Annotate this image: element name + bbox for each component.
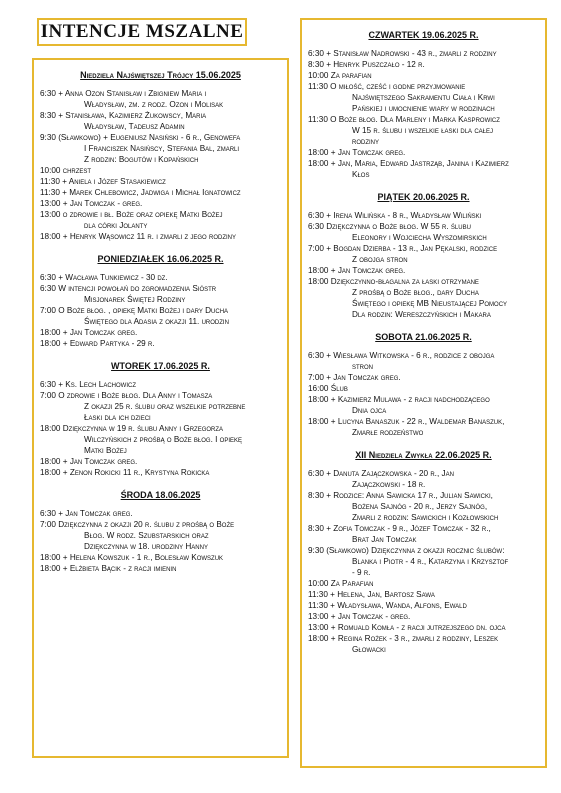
- mass-intention-entry: [308, 578, 539, 589]
- intention-continuation: Z okazji 25 r. ślubu oraz wszelkie potrzebne: [84, 402, 246, 411]
- intention-line: 18:00 + Jan Tomczak greg.: [40, 457, 138, 466]
- intention-line: 6:30 + Wacława Tunkiewicz - 30 dz.: [40, 273, 168, 282]
- intention-line: 18:00 + Lucyna Banaszuk - 22 r., Waldemar Banaszuk,: [308, 417, 505, 426]
- mass-intention-entry: [308, 81, 539, 114]
- intention-line: 6:30 Dziękczynna o Boże błog. W 55 r. ślubu: [308, 222, 471, 231]
- right-column: [300, 18, 547, 768]
- mass-intention-entry: [40, 209, 281, 231]
- day-section: [40, 361, 281, 478]
- intention-line: 13:00 + Jan Tomczak - greg.: [308, 612, 411, 621]
- mass-intention-entry: [40, 272, 281, 283]
- mass-intention-entry: [308, 416, 539, 438]
- intention-line: 16:00 Ślub: [308, 384, 348, 393]
- mass-intention-entry: [40, 283, 281, 305]
- day-section: [308, 192, 539, 320]
- intention-continuation: Władysław, zm. z rodz. Ozon i Molisak: [84, 100, 224, 109]
- mass-intention-entry: [40, 305, 281, 327]
- mass-intention-entry: [40, 176, 281, 187]
- mass-intention-entry: [308, 622, 539, 633]
- intention-continuation: Zmarłe rodzeństwo: [352, 428, 424, 437]
- intention-line: 11:30 + Aniela i Józef Stasakiewicz: [40, 177, 166, 186]
- day-heading: Niedziela Najświętszej Trójcy 15.06.2025: [80, 70, 241, 80]
- mass-intention-entry: [40, 187, 281, 198]
- intention-line: 7:00 + Jan Tomczak greg.: [308, 373, 401, 382]
- mass-intention-entry: [308, 490, 539, 523]
- intention-line: 6:30 + Ks. Lech Lachowicz: [40, 380, 136, 389]
- intention-continuation: Z obojga stron: [352, 255, 408, 264]
- mass-intention-entry: [40, 132, 281, 165]
- intention-continuation: dla córki Jolanty: [84, 221, 148, 230]
- intention-continuation: Matki Bożej: [84, 446, 127, 455]
- intention-continuation: Zmarli z rodzin: Sawickich i Kozłowskich: [352, 513, 499, 522]
- mass-intention-entry: [308, 158, 539, 180]
- intention-continuation: Kłos: [352, 170, 370, 179]
- page-title: INTENCJE MSZALNE: [37, 18, 247, 46]
- mass-intention-entry: [308, 276, 539, 320]
- mass-intention-entry: [308, 48, 539, 59]
- mass-intention-entry: [40, 390, 281, 423]
- intention-line: 18:00 Dziękczynna w 19 r. ślubu Anny i Grzegorza: [40, 424, 224, 433]
- mass-intention-entry: [308, 59, 539, 70]
- intention-line: 11:30 + Marek Chlebowicz, Jadwiga i Michał Ignatowicz: [40, 188, 241, 197]
- mass-intention-entry: [40, 231, 281, 242]
- intention-line: 18:00 + Jan Tomczak greg.: [308, 148, 406, 157]
- mass-intention-entry: [308, 394, 539, 416]
- intention-continuation: Głowacki: [352, 645, 386, 654]
- day-heading: ŚRODA 18.06.2025: [120, 490, 201, 500]
- intention-continuation: Dla rodzin: Wereszczyńskich i Makara: [352, 310, 491, 319]
- intention-line: 6:30 + Wiesława Witkowska - 6 r., rodzice z obojga: [308, 351, 495, 360]
- mass-intention-entry: [308, 633, 539, 655]
- intention-continuation: Z prośbą o Boże błog., dary Ducha: [352, 288, 479, 297]
- day-heading: XII Niedziela Zwykła 22.06.2025 R.: [355, 450, 492, 460]
- intention-continuation: Pańskiej i umocnienie wiary w rodzinach: [352, 104, 495, 113]
- mass-intention-entry: [308, 243, 539, 265]
- intention-continuation: stron: [352, 362, 373, 371]
- intention-continuation: I Franciszek Nasińscy, Stefania Bal, zmarli: [84, 144, 240, 153]
- intention-line: 18:00 + Edward Partyka - 29 r.: [40, 339, 155, 348]
- intention-line: 18:00 + Jan, Maria, Edward Jastrząb, Janina i Kazimierz: [308, 159, 509, 168]
- intention-line: 13:00 o zdrowie i bł. Boże oraz opiekę Matki Bożej: [40, 210, 223, 219]
- mass-intention-entry: [40, 327, 281, 338]
- intention-continuation: Władysław, Tadeusz Adamin: [84, 122, 185, 131]
- intention-line: 18:00 Dziękczynno-błagalna za łaski otrzymane: [308, 277, 479, 286]
- mass-intention-entry: [308, 147, 539, 158]
- mass-intention-entry: [308, 372, 539, 383]
- mass-intention-entry: [40, 88, 281, 110]
- intention-line: 18:00 + Regina Rożek - 3 r., zmarli z rodziny, Leszek: [308, 634, 499, 643]
- mass-intention-entry: [308, 221, 539, 243]
- mass-intention-entry: [308, 545, 539, 578]
- intention-continuation: Misjonarek Świętej Rodziny: [84, 295, 186, 304]
- mass-intention-entry: [308, 70, 539, 81]
- mass-intention-entry: [40, 338, 281, 349]
- day-heading: SOBOTA 21.06.2025 R.: [375, 332, 472, 342]
- intention-line: 6:30 + Anna Ozon Stanisław i Zbigniew Maria i: [40, 89, 207, 98]
- intention-continuation: Zajączkowski - 18 r.: [352, 480, 426, 489]
- mass-intention-entry: [308, 589, 539, 600]
- mass-intention-entry: [40, 456, 281, 467]
- intention-line: 18:00 + Henryk Wąsowicz 11 r. i zmarli z jego rodziny: [40, 232, 236, 241]
- intention-line: 6:30 W intencji powołań do zgromadzenia Sióstr: [40, 284, 217, 293]
- intention-line: 18:00 + Elżbieta Bącik - z racji imienin: [40, 564, 177, 573]
- mass-intention-entry: [308, 468, 539, 490]
- mass-intention-entry: [308, 265, 539, 276]
- intention-line: 7:00 + Bogdan Dzierba - 13 r., Jan Pękalski, rodzice: [308, 244, 498, 253]
- mass-intention-entry: [40, 198, 281, 209]
- mass-intention-entry: [308, 114, 539, 147]
- intention-line: 7:00 O Boże błog. , opiekę Matki Bożej i dary Ducha: [40, 306, 229, 315]
- intention-line: 11:30 O miłość, cześć i godne przyjmowanie: [308, 82, 466, 91]
- mass-intention-entry: [40, 552, 281, 563]
- intention-continuation: Dnia ojca: [352, 406, 387, 415]
- intention-line: 11:30 + Władysława, Wanda, Alfons, Ewald: [308, 601, 467, 610]
- day-section: [308, 332, 539, 438]
- mass-intention-entry: [40, 508, 281, 519]
- left-column: [32, 58, 289, 758]
- intention-line: 10:00 chrzest: [40, 166, 92, 175]
- intention-line: 11:30 O Boże błog. Dla Marleny i Marka Kasprowicz: [308, 115, 500, 124]
- intention-line: 9:30 (Sławkowo) + Eugeniusz Nasiński - 6 r., Genowefa: [40, 133, 241, 142]
- intention-line: 8:30 + Stanisława, Kazimierz Żukowscy, Maria: [40, 111, 207, 120]
- intention-continuation: Błog. W rodz. Szubstarskich oraz: [84, 531, 209, 540]
- mass-intention-entry: [308, 210, 539, 221]
- mass-intention-entry: [308, 350, 539, 372]
- mass-intention-entry: [308, 523, 539, 545]
- intention-line: 8:30 + Henryk Puszczało - 12 r.: [308, 60, 425, 69]
- intention-line: 6:30 + Jan Tomczak greg.: [40, 509, 133, 518]
- intention-continuation: Wilczyńskich z prośbą o Boże błog. I opiekę: [84, 435, 243, 444]
- day-heading: PONIEDZIAŁEK 16.06.2025 R.: [97, 254, 224, 264]
- intention-continuation: Łaski dla ich dzieci: [84, 413, 151, 422]
- day-heading: CZWARTEK 19.06.2025 R.: [368, 30, 479, 40]
- day-heading: WTOREK 17.06.2025 R.: [111, 361, 210, 371]
- day-section: [308, 450, 539, 655]
- intention-continuation: Eleonory i Wojciecha Wyszomirskich: [352, 233, 487, 242]
- intention-line: 7:00 O zdrowie i Boże błog. Dla Anny i Tomasza: [40, 391, 213, 400]
- day-section: [308, 30, 539, 180]
- day-section: [40, 254, 281, 349]
- mass-intention-entry: [40, 467, 281, 478]
- mass-intention-entry: [40, 379, 281, 390]
- mass-intention-entry: [40, 423, 281, 456]
- intention-line: 8:30 + Zofia Tomczak - 9 r., Józef Tomczak - 32 r.,: [308, 524, 491, 533]
- intention-continuation: Bożena Sajnóg - 20 r., Jerzy Sajnóg,: [352, 502, 488, 511]
- intention-line: 6:30 + Irena Wilińska - 8 r., Władysław Wiliński: [308, 211, 482, 220]
- intention-continuation: rodziny: [352, 137, 379, 146]
- intention-line: 11:30 + Helena, Jan, Bartosz Sawa: [308, 590, 435, 599]
- intention-continuation: Świętego i opiekę MB Nieustającej Pomocy: [352, 299, 508, 308]
- intention-line: 18:00 + Kazimierz Mulawa - z racji nadchodzącego: [308, 395, 490, 404]
- intention-continuation: Brat Jan Tomczak: [352, 535, 417, 544]
- intention-continuation: W 15 r. ślubu i wszelkie łaski dla całej: [352, 126, 494, 135]
- day-heading: PIĄTEK 20.06.2025 R.: [377, 192, 470, 202]
- mass-intention-entry: [308, 600, 539, 611]
- intention-continuation: Blanka i Piotr - 4 r., Katarzyna i Krzysztof: [352, 557, 509, 566]
- mass-intention-entry: [40, 519, 281, 552]
- intention-line: 18:00 + Jan Tomczak greg.: [40, 328, 138, 337]
- day-section: [40, 70, 281, 242]
- intention-line: 9:30 (Sławkowo) Dziękczynna z okazji rocznic ślubów:: [308, 546, 505, 555]
- mass-intention-entry: [308, 383, 539, 394]
- intention-line: 6:30 + Stanisław Nadrowski - 43 r., zmarli z rodziny: [308, 49, 497, 58]
- intention-continuation: Świętego dla Adasia z okazji 11. urodzin: [84, 317, 229, 326]
- intention-line: 13:00 + Jan Tomczak - greg.: [40, 199, 143, 208]
- intention-line: 10:00 Za parafian: [308, 71, 372, 80]
- intention-line: 6:30 + Danuta Zajączkowska - 20 r., Jan: [308, 469, 454, 478]
- mass-intention-entry: [40, 165, 281, 176]
- mass-intention-entry: [308, 611, 539, 622]
- intention-line: 13:00 + Romuald Komła - z racji jutrzejszego dn. ojca: [308, 623, 506, 632]
- intention-continuation: - 9 r.: [352, 568, 371, 577]
- intention-line: 18:00 + Zenon Rokicki 11 r., Krystyna Rokicka: [40, 468, 210, 477]
- intention-continuation: Najświętszego Sakramentu Ciała i Krwi: [352, 93, 495, 102]
- day-section: [40, 490, 281, 574]
- intention-line: 8:30 + Rodzice: Anna Sawicka 17 r., Julian Sawicki,: [308, 491, 493, 500]
- intention-line: 18:00 + Jan Tomczak greg.: [308, 266, 406, 275]
- intention-line: 18:00 + Helena Kowszuk - 1 r., Bolesław Kowszuk: [40, 553, 224, 562]
- intention-line: 7:00 Dziękczynna z okazji 20 r. ślubu z prośbą o Boże: [40, 520, 235, 529]
- mass-intention-entry: [40, 110, 281, 132]
- intention-continuation: Z rodzin: Bogutów i Kopańskich: [84, 155, 199, 164]
- intention-line: 10:00 Za Parafian: [308, 579, 374, 588]
- intention-continuation: Dziękczynna w 18. urodziny Hanny: [84, 542, 208, 551]
- mass-intention-entry: [40, 563, 281, 574]
